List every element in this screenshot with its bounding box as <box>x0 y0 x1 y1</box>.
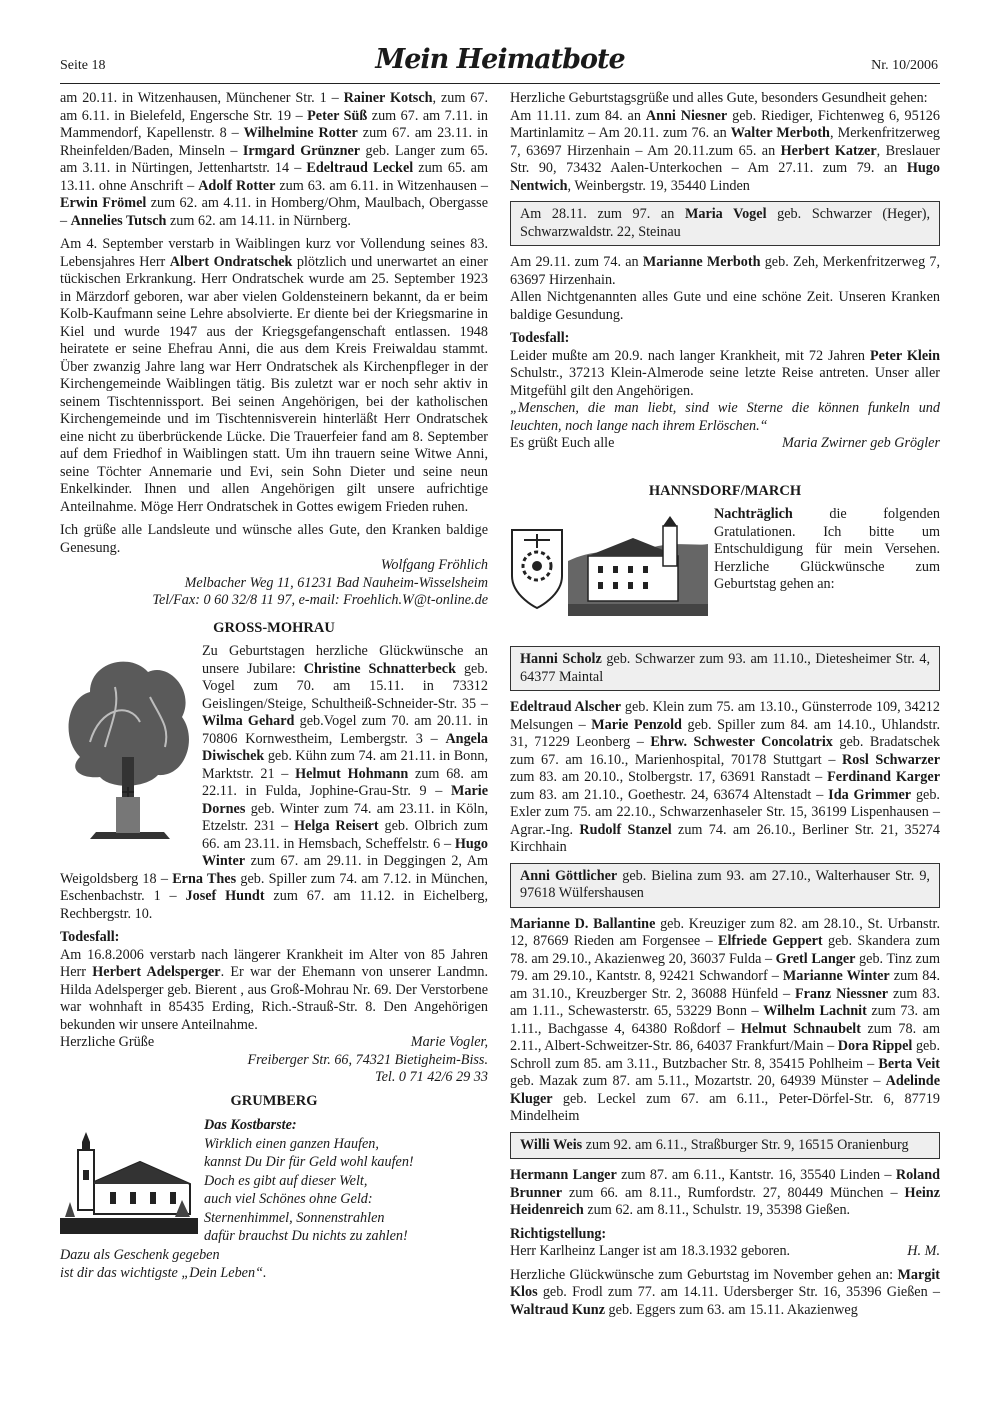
greeting-text: Es grüßt Euch alle <box>510 435 615 451</box>
person-name: Christine Schnatterbeck <box>303 660 456 677</box>
person-name: Marie Dornes <box>202 783 488 817</box>
death-notice-label: Todesfall: <box>60 929 120 945</box>
person-name: Rainer Kotsch <box>343 90 433 106</box>
birthday-paragraph: Hermann Langer zum 87. am 6.11., Kantstr. 16, 35540 Linden – Roland Brunner zum 66. am 8.11., Rumfordstr. 27, 80449 München – Heinz Heidenreich zum 62. am 8.11., Schulstr. 19, 35398 Gießen. <box>510 1167 940 1218</box>
issue-number: Nr. 10/2006 <box>871 58 938 73</box>
birthday-paragraph: Am 29.11. zum 74. an Marianne Merboth geb. Zeh, Merkenfritzerweg 7, 63697 Hirzenhain. <box>510 254 941 288</box>
hannsdorf-intro: Nachträglich die folgenden Gratulationen. Ich bitte um Entschuldigung für mein Versehen. Herzliche Glückwünsche zum Geburtstag gehen an: <box>714 506 940 592</box>
person-name: Anni Göttlicher <box>520 867 618 884</box>
person-name: Edeltraud Alscher <box>510 699 622 715</box>
person-name: Annelies Tutsch <box>70 212 167 229</box>
highlight-box: Anni Göttlicher geb. Bielina zum 93. am 27.10., Walterhauser Str. 9, 97618 Wülfershausen <box>510 863 940 908</box>
signature-block <box>510 435 940 453</box>
greeting-paragraph: Ich grüße alle Landsleute und wünsche alles Gute, den Kranken baldige Genesung. <box>60 522 488 556</box>
grumberg-section <box>60 1116 488 1283</box>
person-name: Ehrw. Schwester Concolatrix <box>650 734 833 750</box>
signature-block <box>60 1034 488 1052</box>
person-name: Peter Klein <box>869 347 940 364</box>
person-name: Hugo Winter <box>202 835 488 869</box>
person-name: Margit Klos <box>510 1266 940 1300</box>
person-name: Marianne Merboth <box>642 254 761 270</box>
highlight-box: Hanni Scholz geb. Schwarzer zum 93. am 11.10., Dietesheimer Str. 4, 64377 Maintal <box>510 646 940 691</box>
person-name: Albert Ondratschek <box>169 253 293 270</box>
page-number: Seite 18 <box>60 58 106 73</box>
section-heading-grumberg: GRUMBERG <box>230 1092 318 1109</box>
correction-signature: H. M. <box>907 1243 940 1259</box>
person-name: Dora Rippel <box>837 1038 913 1054</box>
person-name: Hermann Langer <box>510 1167 617 1183</box>
gross-mohrau-birthdays: Zu Geburtstagen herzliche Glückwünsche an unsere Jubilare: Christine Schnatterbeck geb. Vogel zum 70. am 15.11. in 73312 Geislingen/Steige, Schultheiß-Schneider-Str. 35 – Wilma Gehard geb.Vogel zum 70. am 20.11. in 70806 Kornwestheim, Lembergstr. 3 – Angela Diwischek geb. Kühn zum 74. am 21.11. in Bonn, Marktstr. 21 – Helmut Hohmann zum 68. am 22.11. in Fulda, Jophine-Grau-Str. 9 – Marie Dornes geb. Winter zum 74. am 23.11. in Köln, Etzelstr. 231 – Helga Reisert geb. Olbrich zum 66. am 23.11. in Hemsbach, Scheffelstr. 6 – Hugo Winter zum 67. am 29.11. in Deggingen 2, Am Weigoldsberg 18 – Erna Thes geb. Spiller zum 74. am 7.12. in München, Eschenbachstr. 1 – Josef Hundt zum 67. am 11.12. in Eichelberg, Rechbergstr. 10. <box>60 643 489 922</box>
person-name: Heinz Heidenreich <box>510 1184 940 1218</box>
wishes-paragraph: Allen Nichtgenannten alles Gute und eine schöne Zeit. Unseren Kranken baldige Gesundung. <box>510 289 940 323</box>
death-notice-label: Todesfall: <box>510 330 570 346</box>
castle-illustration <box>568 516 708 616</box>
birthday-paragraph: Edeltraud Alscher geb. Klein zum 75. am 13.10., Günsterrode 109, 34212 Melsungen – Marie Penzold geb. Spiller zum 84. am 14.10., Uhlandstr. 31, 71229 Leonberg – Ehrw. Schwester Concolatrix geb. Bradatschek zum 67. am 16.10., Marienhospital, 70178 Stuttgart – Rosl Schwarzer zum 83. am 20.10., Stolbergstr. 17, 63691 Ranstadt – Ferdinand Karger zum 83. am 21.10., Goethestr. 24, 63674 Altenstadt – Ida Grimmer geb. Exler zum 75. am 22.10., Schwarzenhaseler Str. 15, 36199 Lispenhausen – Agrar.-Ing. Rudolf Stanzel zum 74. am 26.10., Berliner Str. 21, 35274 Kirchhain <box>510 699 941 855</box>
signature-address: Melbacher Weg 11, 61231 Bad Nauheim-Wisselsheim <box>184 574 488 591</box>
person-name: Berta Veit <box>878 1055 940 1072</box>
signature-name: Wolfgang Fröhlich <box>380 557 488 573</box>
person-name: Helmut Schnaubelt <box>740 1020 861 1037</box>
birthday-paragraph: Marianne D. Ballantine geb. Kreuziger zum 82. am 28.10., St. Urbanstr. 12, 87669 Rieden am Forgensee – Elfriede Geppert geb. Skandera zum 78. am 29.10., Akazienweg 20, 36037 Fulda – Gretl Langer geb. Tinz zum 79. am 29.10., Kantstr. 8, 92421 Schwandorf – Marianne Winter zum 84. am 31.10., Kreuzberger Str. 2, 36088 Hünfeld – Franz Niessner zum 83. am 1.11., Schewasterstr. 65, 53229 Bonn – Wilhelm Lachnit zum 73. am 1.11., Bachgasse 4, 64380 Roßdorf – Helmut Schnaubelt zum 78. am 2.11., Albert-Schweitzer-Str. 86, 64037 Frankfurt/Main – Dora Rippel geb. Schroll zum 85. am 3.11., Butzbacher Str. 8, 35415 Pohlheim – Berta Veit geb. Mazak zum 87. am 5.11., Mozartstr. 20, 64939 Münster – Adelinde Kluger geb. Leckel zum 67. am 6.11., Peter-Dörfel-Str. 6, 87719 Mindelheim <box>510 915 941 1124</box>
person-name: Irmgard Grünzner <box>242 142 361 159</box>
hannsdorf-section <box>510 506 940 640</box>
section-heading-gross-mohrau: GROSS-MOHRAU <box>213 619 335 636</box>
section-heading-hannsdorf: HANNSDORF/MARCH <box>648 482 802 499</box>
greeting-text: Herzliche Grüße <box>60 1034 155 1050</box>
poem-line: ist dir das wichtigste „Dein Leben“. <box>60 1265 267 1281</box>
person-name: Rudolf Stanzel <box>579 821 672 838</box>
correction-label: Richtigstellung: <box>510 1225 607 1242</box>
birthday-paragraph: Am 11.11. zum 84. an Anni Niesner geb. Riediger, Fichtenweg 6, 95126 Martinlamitz – Am 20.11. zum 76. an Walter Merboth, Merkenfritzerweg 7, 63697 Hirzenhain – Am 20.11.zum 65. an Herbert Katzer, Breslauer Str. 90, 73432 Aalen-Unterkochen – Am 27.11. zum 79. an Hugo Nentwich, Weinbergstr. 19, 35440 Linden <box>510 107 940 194</box>
person-name: Anni Niesner <box>645 107 728 124</box>
page-header <box>60 44 940 84</box>
person-name: Erna Thes <box>172 870 237 887</box>
correction-text: Herr Karlheinz Langer ist am 18.3.1932 geboren. <box>510 1243 791 1259</box>
person-name: Ida Grimmer <box>828 786 912 803</box>
correction-line <box>510 1243 940 1261</box>
signature-contact: Tel/Fax: 0 60 32/8 11 97, e-mail: Froehlich.W@t-online.de <box>152 592 488 608</box>
person-name: Hanni Scholz <box>520 651 602 667</box>
person-name: Waltraud Kunz <box>510 1301 605 1318</box>
person-name: Wilma Gehard <box>202 713 295 729</box>
person-name: Ferdinand Karger <box>827 769 940 785</box>
poem-line: Sternenhimmel, Sonnenstrahlen <box>204 1209 385 1226</box>
death-notice-klein: Leider mußte am 20.9. nach langer Krankheit, mit 72 Jahren Peter Klein Schulstr., 37213 Klein-Almerode seine letzte Reise antreten. Unser aller Mitgefühl gilt den Angehörigen. <box>510 347 940 399</box>
person-name: Wilhelmine Rotter <box>243 125 358 141</box>
poem-title: Das Kostbarste: <box>204 1117 297 1133</box>
person-name: Marie Penzold <box>591 716 682 733</box>
person-name: Roland Brunner <box>510 1167 940 1201</box>
signature-name: Marie Vogler, <box>410 1034 488 1050</box>
person-name: Wilhelm Lachnit <box>763 1003 867 1019</box>
signature-phone: Tel. 0 71 42/6 29 33 <box>375 1069 488 1085</box>
emblem-icon <box>510 526 564 610</box>
death-notice-adelsperger: Am 16.8.2006 verstarb nach längerer Krankheit im Alter von 85 Jahren Herr Herbert Adelsperger. Er war der Ehemann von unserer Landmn. Hilda Adelsperger geb. Bierent , aus Groß-Mohrau Nr. 69. Der Verstorbene war wohnhaft in 85435 Erding, Rich.-Strauß-Str. 8. Den Angehörigen bekunden wir unsere Anteilnahme. <box>60 946 488 1033</box>
person-name: Helmut Hohmann <box>295 765 409 782</box>
highlight-box: Am 28.11. zum 97. an Maria Vogel geb. Schwarzer (Heger), Schwarzwaldstr. 22, Steinau <box>510 201 940 246</box>
right-column <box>510 90 940 1319</box>
person-name: Helga Reisert <box>294 818 379 834</box>
obituary-ondratschek: Am 4. September verstarb in Waiblingen kurz vor Vollendung seines 83. Lebensjahres Herr Albert Ondratschek plötzlich und unerwartet an einer tückischen Erkrankung. Herr Ondratschek wurde am 25. September 1923 in Märzdorf geboren, war aber vielen Goldensteinern bekannt, da er beim Kolb-Kaufmann seine Lehre absolvierte. Er diente bei der Kriegsmarine in Kiel und wurde 1947 aus der Kriegsgefangenschaft entlassen. 1948 heiratete er seine Ehefrau Anni, die aus dem Kreis Freiwaldau stammt. Über zwanzig Jahre lang war Herr Ondratschek als Kirchenpfleger in der Kirchengemeinde Waiblingen tätig. Bis zuletzt war er noch sehr aktiv in seinem Tischtennissport. Bei seinen Angehörigen, bei der katholischen Kirchengemeinde und im Tischtennisverein hinterläßt Herr Ondratschek eine nicht zu überbrückende Lücke. Die Trauerfeier fand am 8. September auf dem Friedhof in Waiblingen statt. Um ihn trauern seine Witwe Anni, seine Töchter Annemarie und Evi, sein Sohn Dieter und seine neun Enkelkinder. Ihnen und allen Angehörigen gilt unsere aufrichtige Anteilnahme. Möge Herr Ondratschek in Gottes ewigem Frieden ruhen. <box>60 236 489 515</box>
person-name: Willi Weis <box>520 1136 583 1153</box>
gross-mohrau-section <box>60 643 488 923</box>
quote-text: „Menschen, die man liebt, sind wie Sterne die können funkeln und leuchten, noch lange nach ihrem Erlöschen.“ <box>510 400 940 434</box>
person-name: Josef Hundt <box>185 888 265 904</box>
person-name: Elfriede Geppert <box>718 933 823 949</box>
tree-illustration <box>60 647 196 852</box>
person-name: Angela Diwischek <box>202 730 488 764</box>
masthead-logo: Mein Heimatbote <box>375 44 625 75</box>
person-name: Adolf Rotter <box>198 177 276 194</box>
person-name: Herbert Katzer <box>780 142 877 159</box>
person-name: Franz Niessner <box>794 985 889 1002</box>
signature-name: Maria Zwirner geb Grögler <box>781 435 940 451</box>
person-name: Adelinde Kluger <box>510 1073 940 1107</box>
person-name: Erwin Frömel <box>60 195 147 211</box>
person-name: Gretl Langer <box>775 950 856 967</box>
person-name: Nachträglich <box>714 506 793 522</box>
person-name: Marianne Winter <box>782 968 890 984</box>
person-name: Walter Merboth <box>730 125 830 141</box>
poem-line: dafür brauchst Du nichts zu zahlen! <box>204 1228 408 1244</box>
birthday-paragraph: Herzliche Glückwünsche zum Geburtstag im November gehen an: Margit Klos geb. Frodl zum 77. am 14.11. Udersberger Str. 16, 35396 Gießen – Waltraud Kunz geb. Eggers zum 63. am 15.11. Akazienweg <box>510 1266 940 1318</box>
person-name: Herbert Adelsperger <box>92 964 221 980</box>
poem-line: Dazu als Geschenk gegeben <box>60 1246 220 1263</box>
church-illustration <box>60 1122 198 1234</box>
person-name: Marianne D. Ballantine <box>510 915 656 932</box>
person-name: Hugo Nentwich <box>510 160 940 194</box>
poem-line: kannst Du Dir für Geld wohl kaufen! <box>204 1154 414 1170</box>
person-name: Peter Süß <box>307 107 368 124</box>
left-column <box>60 90 488 1283</box>
person-name: Maria Vogel <box>684 206 767 222</box>
person-name: Edeltraud Leckel <box>306 160 414 176</box>
intro-line: Herzliche Geburtstagsgrüße und alles Gute, besonders Gesundheit gehen: <box>510 90 928 106</box>
poem-line: Wirklich einen ganzen Haufen, <box>204 1135 379 1152</box>
signature-address: Freiberger Str. 66, 74321 Bietigheim-Biss. <box>247 1051 488 1068</box>
birthday-paragraph: am 20.11. in Witzenhausen, Münchener Str. 1 – Rainer Kotsch, zum 67. am 6.11. in Bielefeld, Engersche Str. 19 – Peter Süß zum 67. am 7.11. in Mammendorf, Kapellenstr. 8 – Wilhelmine Rotter zum 67. am 23.11. in Rheinfelden/Baden, Minseln – Irmgard Grünzner geb. Langer zum 65. am 3.11. in Nürtingen, Jettenhartstr. 14 – Edeltraud Leckel zum 65. am 13.11. ohne Anschrift – Adolf Rotter zum 63. am 6.11. in Witzenhausen – Erwin Frömel zum 62. am 4.11. in Homberg/Ohm, Maulbach, Obergasse – Annelies Tutsch zum 62. am 14.11. in Nürnberg. <box>60 90 489 229</box>
poem-line: Doch es gibt auf dieser Welt, <box>204 1172 368 1189</box>
highlight-box: Willi Weis zum 92. am 6.11., Straßburger Str. 9, 16515 Oranienburg <box>510 1132 940 1160</box>
person-name: Rosl Schwarzer <box>842 751 940 768</box>
poem-line: auch viel Schönes ohne Geld: <box>204 1191 373 1207</box>
coat-of-arms-illustration <box>510 516 710 636</box>
